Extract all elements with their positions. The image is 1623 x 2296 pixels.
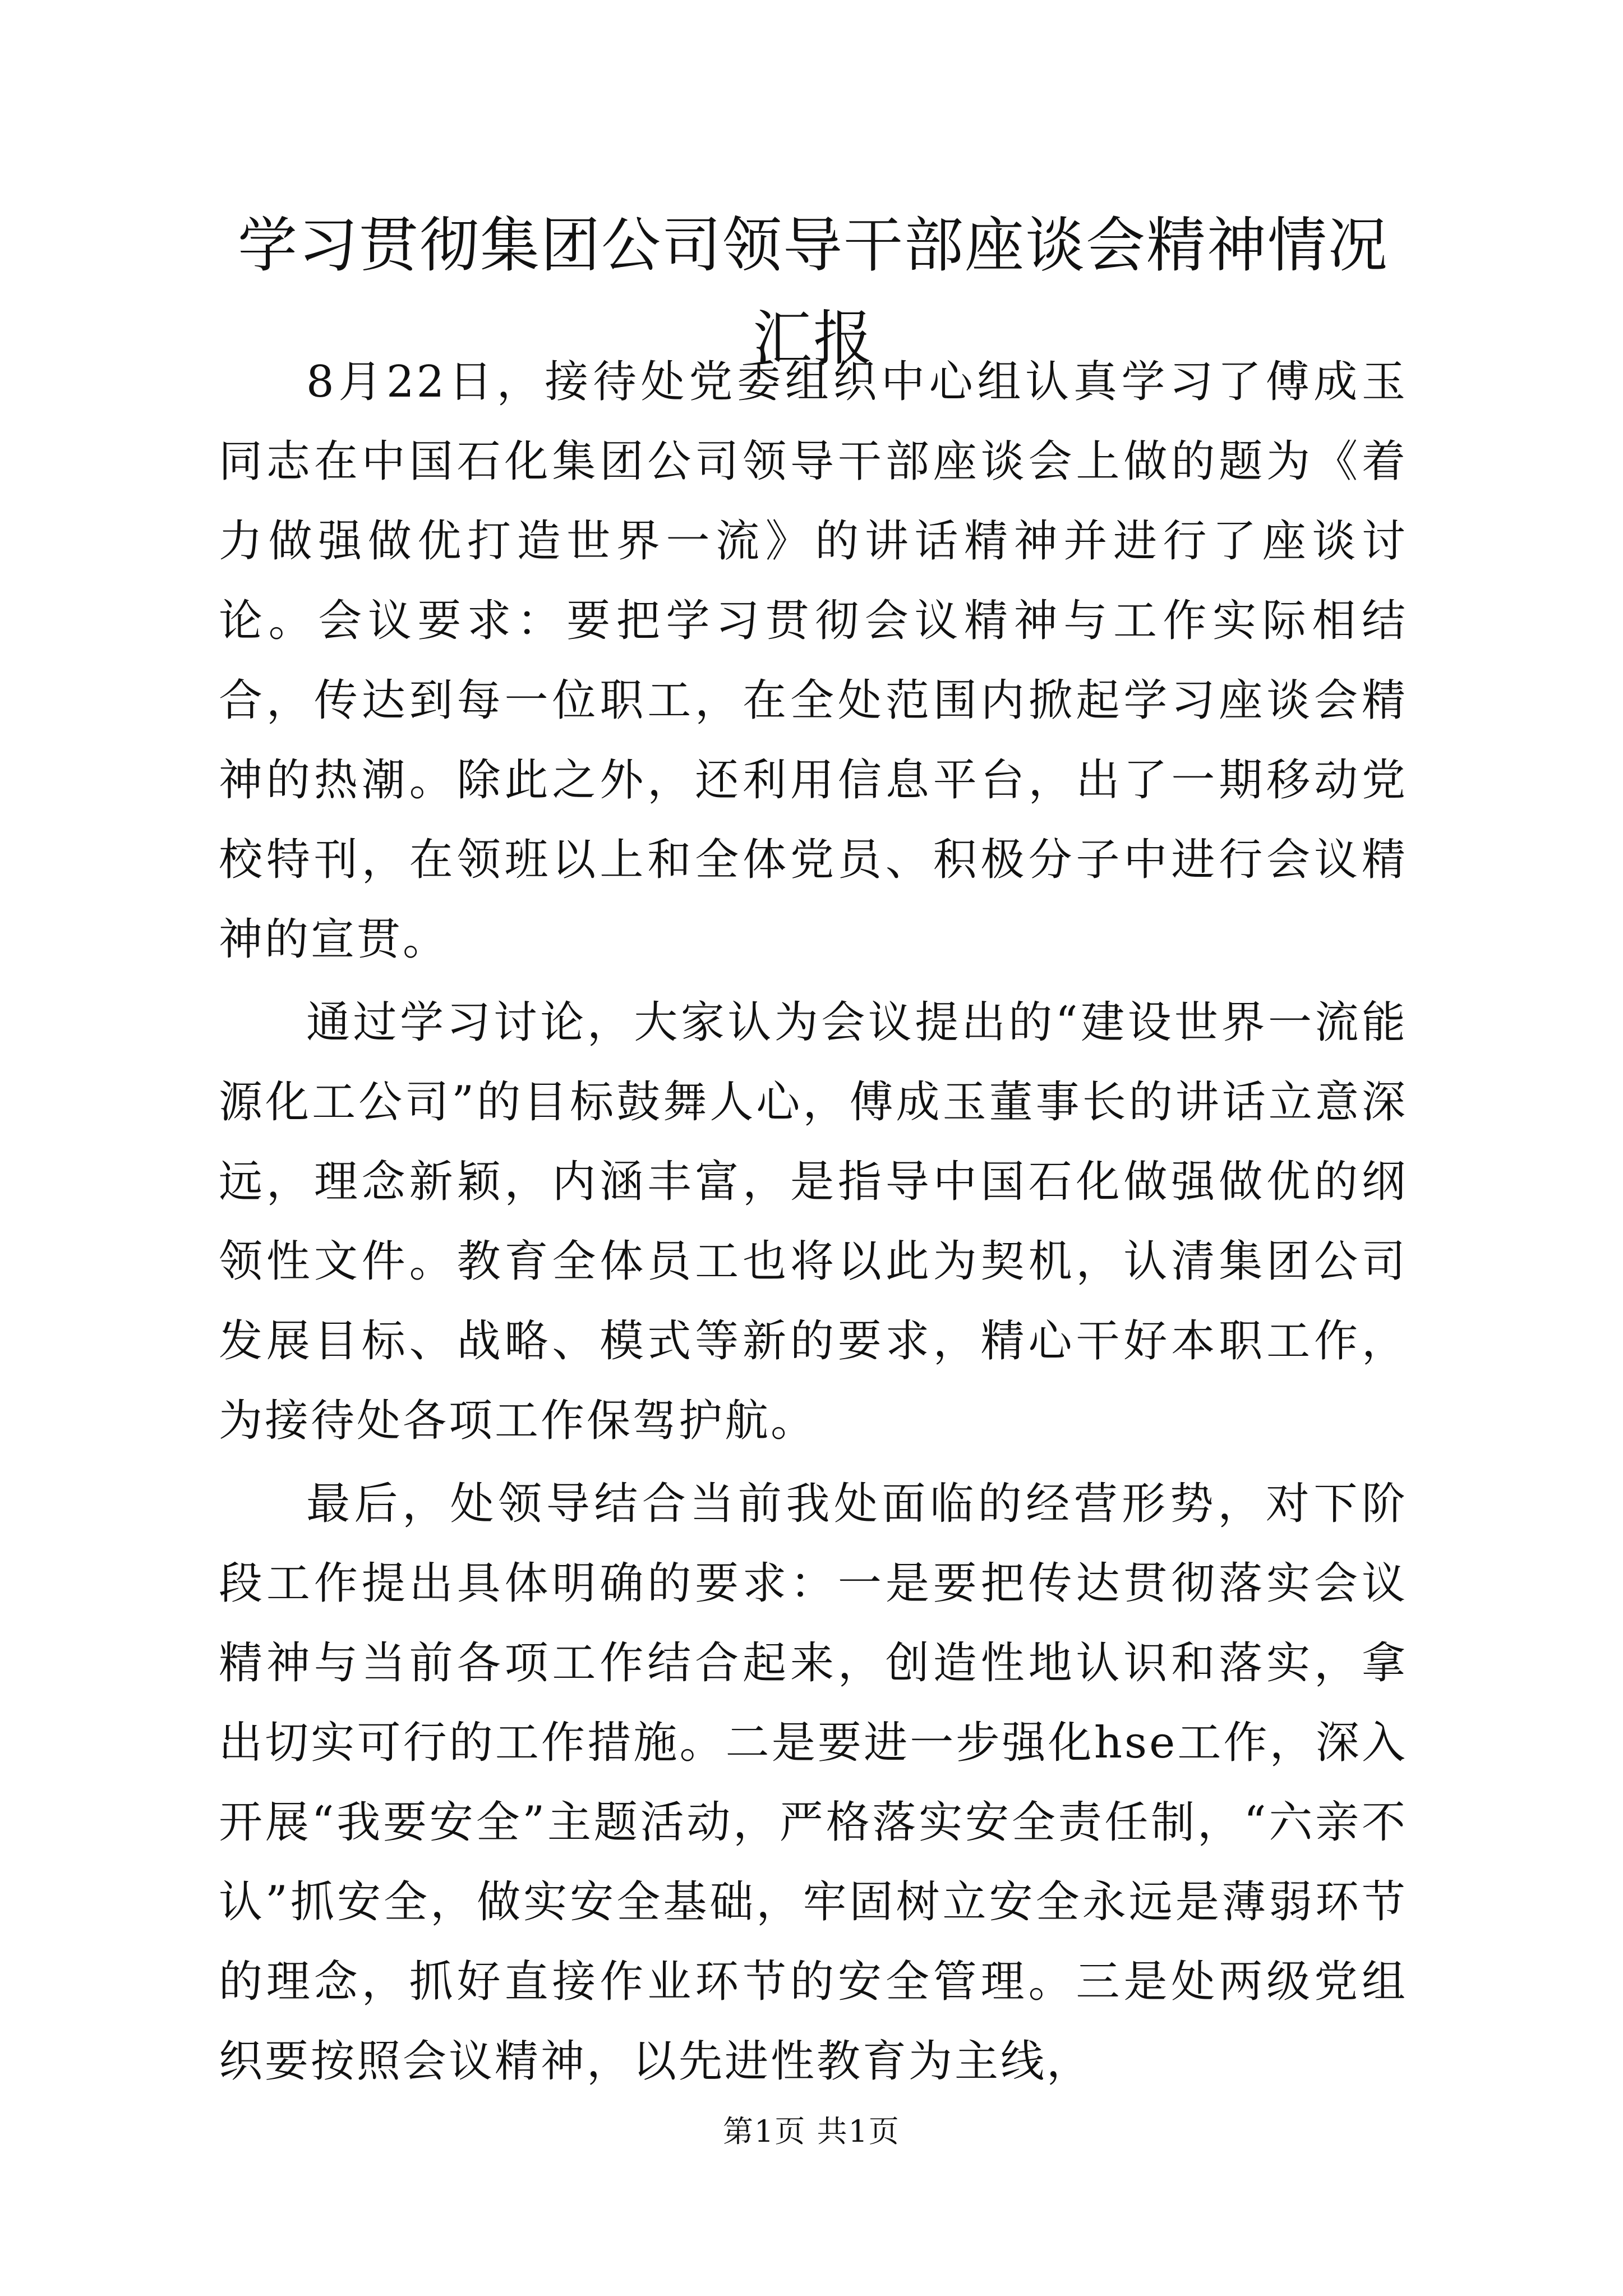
document-title: 学习贯彻集团公司领导干部座谈会精神情况汇报 (238, 211, 1389, 373)
document-body (219, 342, 1408, 2101)
body-paragraph-2: 通过学习讨论，大家认为会议提出的“建设世界一流能源化工公司”的目标鼓舞人心，傅成玉董事长的讲话立意深远，理念新颖，内涵丰富，是指导中国石化做强做优的纲领性文件。教育全体员工也将以此为契机，认清集团公司发展目标、战略、模式等新的要求，精心干好本职工作，为接待处各项工作保驾护航。 (219, 997, 1408, 1446)
body-paragraph-3: 最后，处领导结合当前我处面临的经营形势，对下阶段工作提出具体明确的要求：一是要把传达贯彻落实会议精神与当前各项工作结合起来，创造性地认识和落实，拿出切实可行的工作措施。二是要进一步强化hse工作，深入开展“我要安全”主题活动，严格落实安全责任制，“六亲不认”抓安全，做实安全基础，牢固树立安全永远是薄弱环节的理念，抓好直接作业环节的安全管理。三是处两级党组织要按照会议精神，以先进性教育为主线， (219, 1479, 1408, 2087)
body-paragraph-1: 8月22日，接待处党委组织中心组认真学习了傅成玉同志在中国石化集团公司领导干部座谈会上做的题为《着力做强做优打造世界一流》的讲话精神并进行了座谈讨论。会议要求：要把学习贯彻会议精神与工作实际相结合，传达到每一位职工，在全处范围内掀起学习座谈会精神的热潮。除此之外，还利用信息平台，出了一期移动党校特刊，在领班以上和全体党员、积极分子中进行会议精神的宣贯。 (219, 357, 1408, 965)
page-number-footer: 第1页 共1页 (723, 2114, 900, 2149)
